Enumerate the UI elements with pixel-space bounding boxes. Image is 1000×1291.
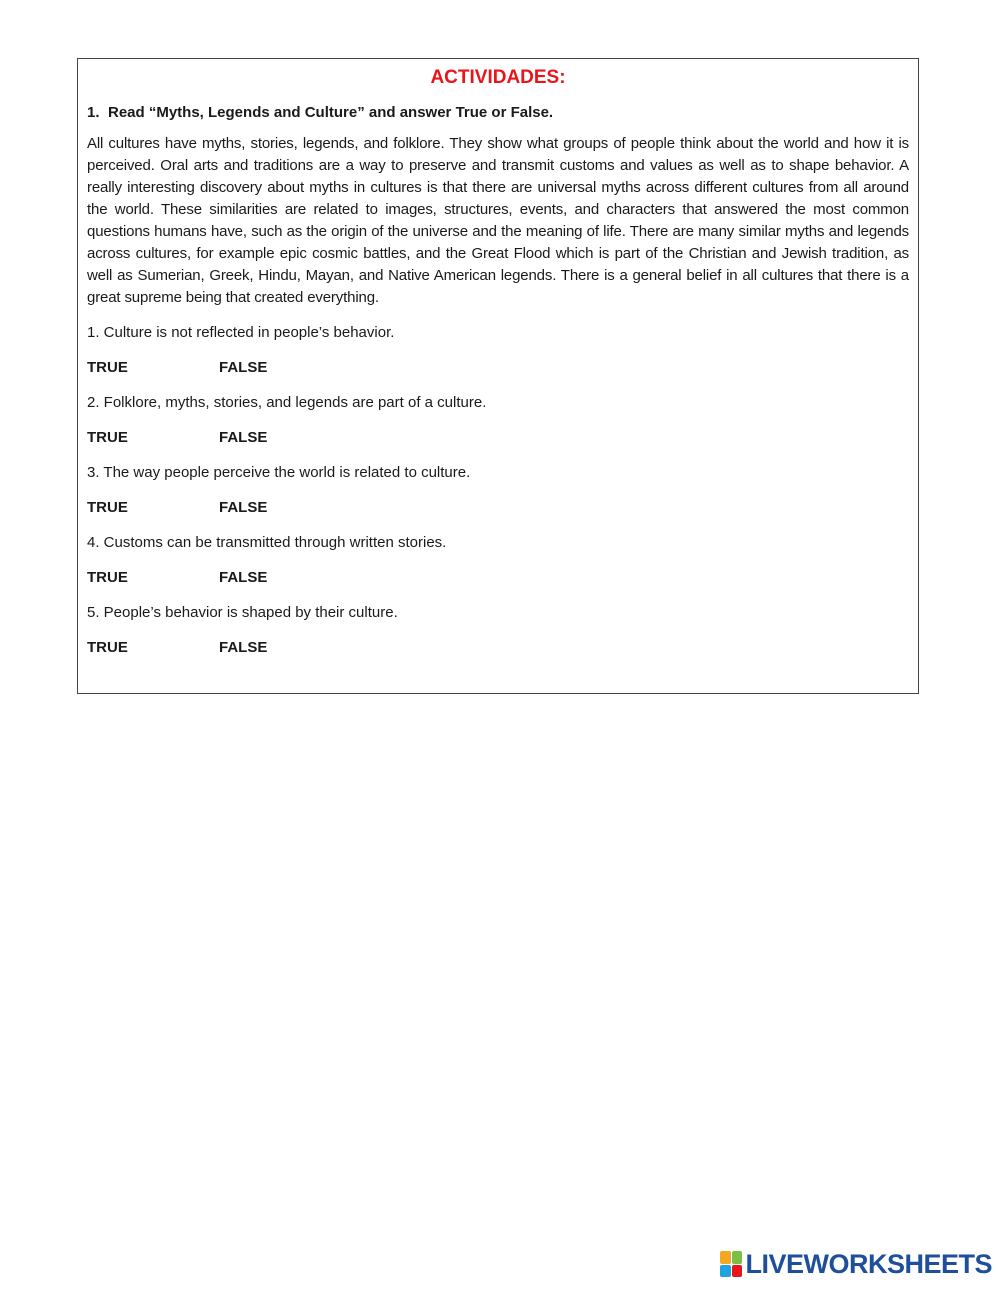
liveworksheets-logo-icon xyxy=(720,1251,742,1277)
question-block-5 xyxy=(87,602,909,659)
question-text: 5. People’s behavior is shaped by their culture. xyxy=(87,604,398,621)
option-false[interactable]: FALSE xyxy=(219,569,268,586)
option-true[interactable]: TRUE xyxy=(87,639,128,656)
option-false[interactable]: FALSE xyxy=(219,639,268,656)
answer-options xyxy=(87,637,909,659)
activity-box xyxy=(77,58,919,694)
question-text: 3. The way people perceive the world is related to culture. xyxy=(87,464,471,481)
option-false[interactable]: FALSE xyxy=(219,359,268,376)
activity-heading: ACTIVIDADES: xyxy=(430,67,566,88)
question-block-4 xyxy=(87,532,909,589)
instruction-number: 1. xyxy=(87,104,100,121)
logo-tile-3 xyxy=(720,1265,731,1278)
question-block-1 xyxy=(87,322,909,379)
answer-options xyxy=(87,567,909,589)
reading-passage: All cultures have myths, stories, legends, and folklore. They show what groups of people think about the world and how it is perceived. Oral arts and traditions are a way to preserve and transmit customs and values as well as to shape behavior. A really interesting discovery about myths in cultures is that there are universal myths across different cultures from all around the world. These similarities are related to images, structures, events, and characters that answered the most common questions humans have, such as the origin of the universe and the meaning of life. There are many similar myths and legends across cultures, for example epic cosmic battles, and the Great Flood which is part of the Christian and Jewish tradition, as well as Sumerian, Greek, Hindu, Mayan, and Native American legends. There is a general belief in all cultures that there is a great supreme being that created everything. xyxy=(87,135,909,306)
logo-tile-4 xyxy=(732,1265,743,1278)
answer-options xyxy=(87,497,909,519)
question-block-3 xyxy=(87,462,909,519)
question-text: 4. Customs can be transmitted through written stories. xyxy=(87,534,447,551)
option-true[interactable]: TRUE xyxy=(87,429,128,446)
option-true[interactable]: TRUE xyxy=(87,499,128,516)
option-true[interactable]: TRUE xyxy=(87,359,128,376)
answer-options xyxy=(87,357,909,379)
logo-tile-2 xyxy=(732,1251,743,1264)
logo-tile-1 xyxy=(720,1251,731,1264)
liveworksheets-brand[interactable] xyxy=(720,1249,992,1279)
option-false[interactable]: FALSE xyxy=(219,499,268,516)
question-block-2 xyxy=(87,392,909,449)
question-text: 2. Folklore, myths, stories, and legends are part of a culture. xyxy=(87,394,487,411)
option-false[interactable]: FALSE xyxy=(219,429,268,446)
brand-name: LIVEWORKSHEETS xyxy=(745,1248,992,1279)
instruction-text: Read “Myths, Legends and Culture” and answer True or False. xyxy=(108,104,554,121)
instruction xyxy=(87,104,909,122)
option-true[interactable]: TRUE xyxy=(87,569,128,586)
answer-options xyxy=(87,427,909,449)
question-text: 1. Culture is not reflected in people’s behavior. xyxy=(87,324,395,341)
